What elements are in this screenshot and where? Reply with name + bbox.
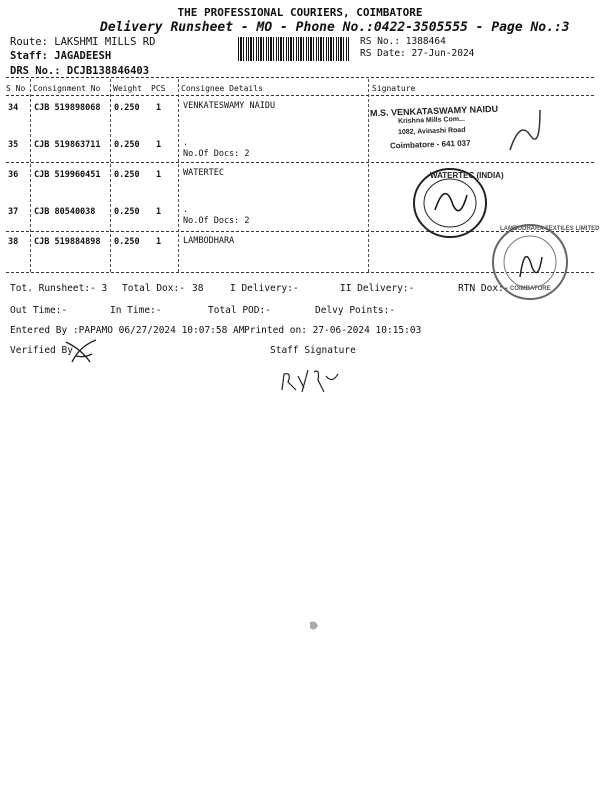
table-row-sno: 34 xyxy=(8,103,19,113)
column-divider xyxy=(368,79,369,272)
column-divider xyxy=(110,79,111,272)
verified-by: Verified By xyxy=(10,345,73,356)
table-row-consignment: CJB 519898068 xyxy=(34,103,101,113)
barcode xyxy=(238,37,350,61)
ii-delivery: II Delivery:- xyxy=(340,283,415,294)
table-row-sno: 35 xyxy=(8,140,19,150)
table-row-pcs: 1 xyxy=(156,207,162,217)
table-row-consignee: . xyxy=(183,205,189,215)
table-row-docs: No.Of Docs: 2 xyxy=(183,149,250,159)
column-divider xyxy=(178,79,179,272)
table-row-sno: 38 xyxy=(8,237,19,247)
table-row-consignee: VENKATESWAMY NAIDU xyxy=(183,101,276,111)
column-divider xyxy=(30,79,31,272)
table-row-pcs: 1 xyxy=(156,103,162,113)
delvy-points: Delvy Points:- xyxy=(315,305,396,316)
lambodhara-stamp-text: LAMBODHARA TEXTILES LIMITED xyxy=(500,226,600,232)
tot-runsheet: Tot. Runsheet:- 3 xyxy=(10,283,108,294)
staff-signature-label: Staff Signature xyxy=(270,345,356,356)
row-divider xyxy=(6,162,594,163)
col-header-weight: Weight xyxy=(113,84,142,93)
table-row-consignment: CJB 519884898 xyxy=(34,237,101,247)
venkat-stamp-line4: Coimbatore - 641 037 xyxy=(389,138,471,151)
total-pod: Total POD:- xyxy=(208,305,271,316)
watertec-stamp-text: WATERTEC (INDIA) xyxy=(430,171,504,180)
table-row-pcs: 1 xyxy=(156,140,162,150)
smudge-mark-icon xyxy=(306,618,322,636)
drs-number: DRS No.: DCJB138846403 xyxy=(10,65,150,77)
rtn-dox: RTN Dox:- xyxy=(458,283,510,294)
company-title: THE PROFESSIONAL COURIERS, COIMBATORE xyxy=(177,6,423,19)
table-row-pcs: 1 xyxy=(156,237,162,247)
col-header-pcs: PCS xyxy=(151,84,166,93)
rs-number: RS No.: 1388464 xyxy=(360,36,446,47)
in-time: In Time:- xyxy=(110,305,162,316)
staff-label: Staff: JAGADEESH xyxy=(10,50,112,62)
lambodhara-stamp-city: COIMBATORE xyxy=(510,286,551,292)
table-row-weight: 0.250 xyxy=(114,207,140,217)
venkat-stamp-line2: Krishna Mills Com... xyxy=(397,115,466,126)
col-header-consignment: Consignment No xyxy=(33,84,101,93)
venkat-stamp-line1: M.S. VENKATASWAMY NAIDU xyxy=(369,103,499,119)
table-row-consignee: . xyxy=(183,138,189,148)
runsheet-subtitle: Delivery Runsheet - MO - Phone No.:0422-3505555 - Page No.:3 xyxy=(100,20,570,35)
table-row-pcs: 1 xyxy=(156,170,162,180)
rs-date: RS Date: 27-Jun-2024 xyxy=(360,48,475,59)
route-label: Route: LAKSHMI MILLS RD xyxy=(10,36,156,48)
table-row-consignment: CJB 80540038 xyxy=(34,207,96,217)
venkat-stamp-line3: 1082, Avinashi Road xyxy=(397,126,466,137)
entered-by: Entered By :PAPAMO 06/27/2024 10:07:58 AM xyxy=(10,325,245,336)
staff-signature-icon xyxy=(278,362,348,397)
header-bottom-rule xyxy=(6,95,594,96)
col-header-consignee: Consignee Details xyxy=(181,84,263,93)
table-row-docs: No.Of Docs: 2 xyxy=(183,216,250,226)
out-time: Out Time:- xyxy=(10,305,68,316)
table-row-consignment: CJB 519960451 xyxy=(34,170,101,180)
table-row-consignment: CJB 519863711 xyxy=(34,140,101,150)
i-delivery: I Delivery:- xyxy=(230,283,299,294)
table-row-sno: 36 xyxy=(8,170,19,180)
table-row-consignee: LAMBODHARA xyxy=(183,236,235,246)
table-row-weight: 0.250 xyxy=(114,237,140,247)
table-row-weight: 0.250 xyxy=(114,170,140,180)
col-header-signature: Signature xyxy=(372,84,416,93)
total-dox-label: Total Dox:- xyxy=(122,283,185,294)
signature-scribble-icon xyxy=(505,100,545,160)
verified-signature-icon xyxy=(62,336,102,368)
table-row-consignee: WATERTEC xyxy=(183,168,224,178)
printed-on: Printed on: 27-06-2024 10:15:03 xyxy=(244,325,422,336)
table-row-sno: 37 xyxy=(8,207,19,217)
table-row-weight: 0.250 xyxy=(114,103,140,113)
col-header-sno: S No xyxy=(6,84,26,93)
total-dox-value: 38 xyxy=(192,283,204,294)
table-row-weight: 0.250 xyxy=(114,140,140,150)
table-top-rule xyxy=(6,77,594,78)
